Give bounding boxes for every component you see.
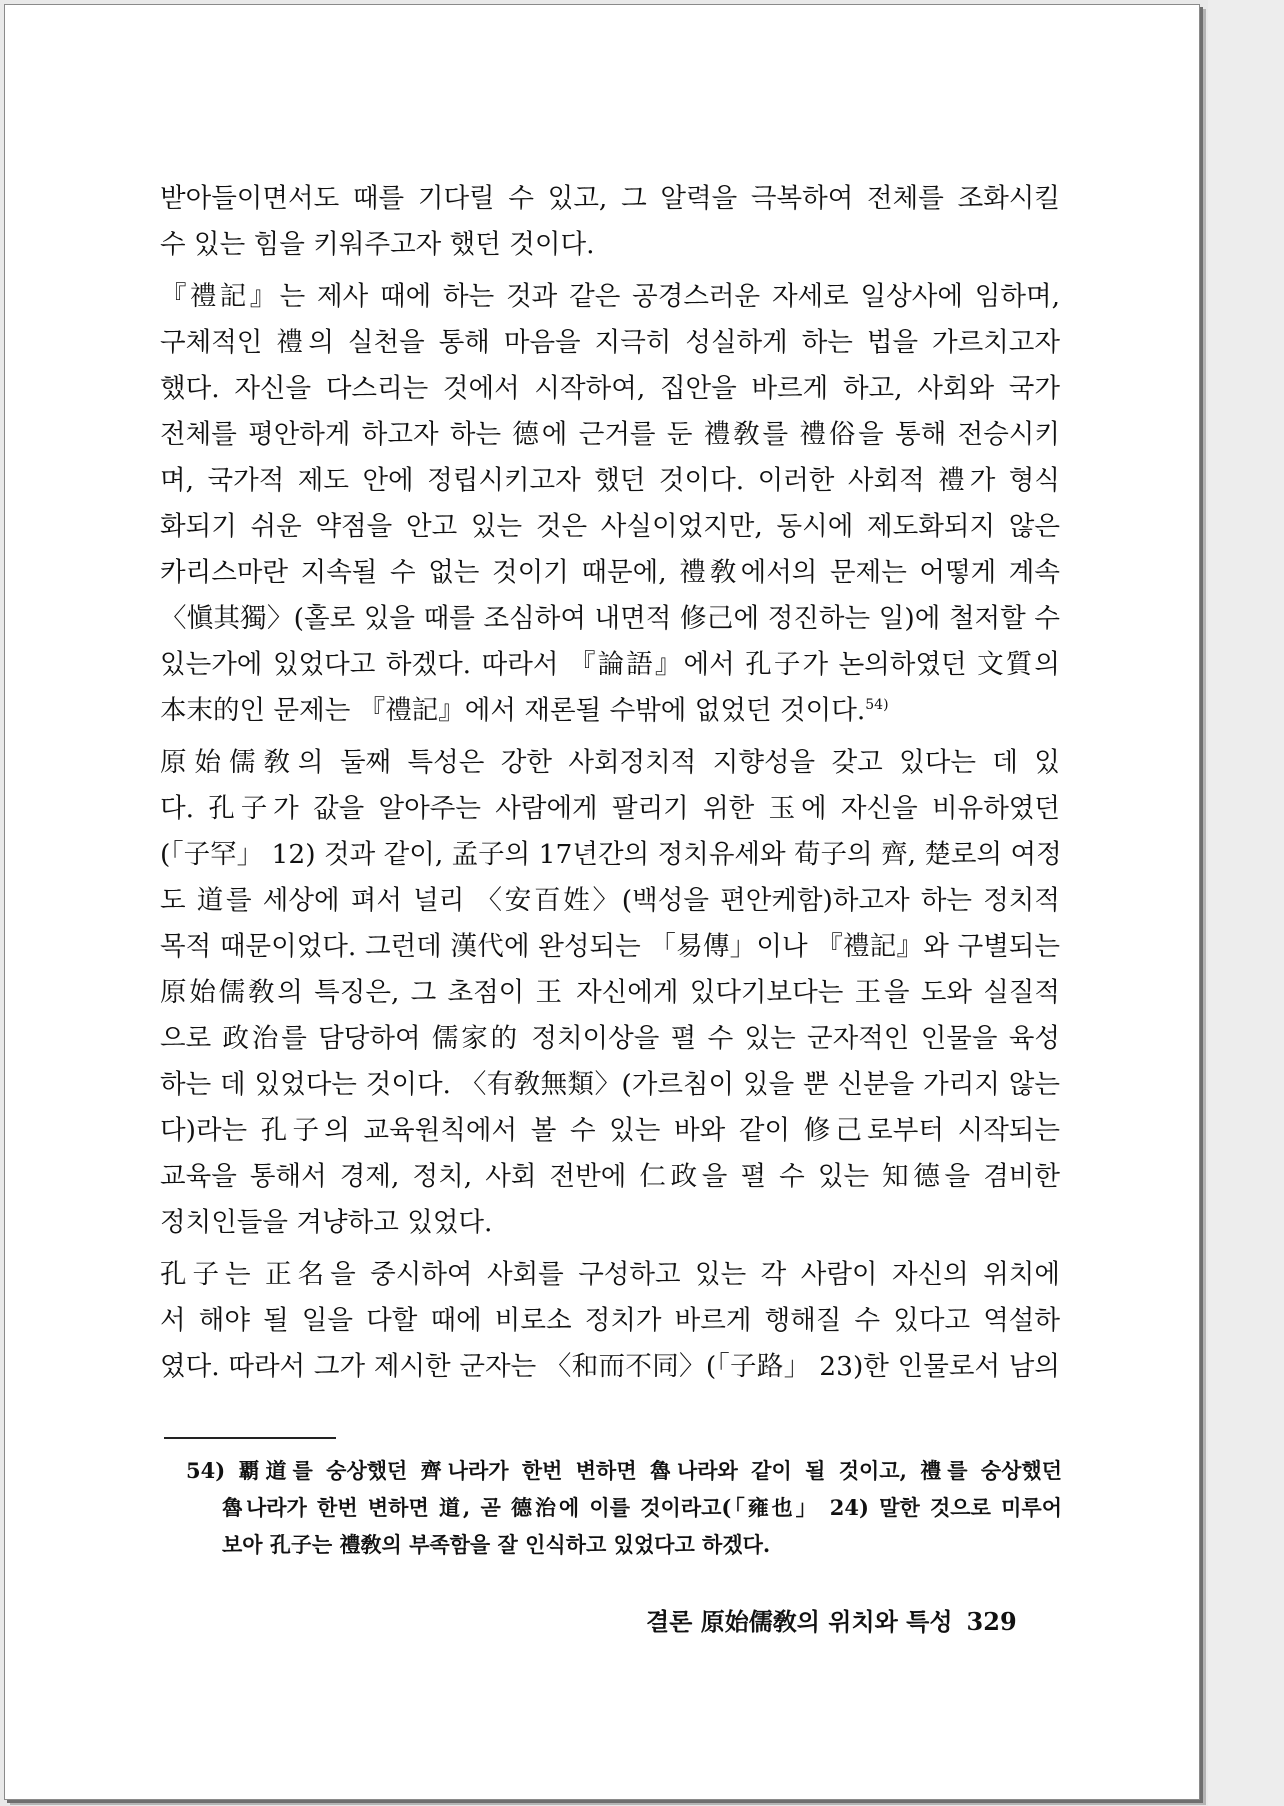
page-number: 329 <box>966 1607 1017 1636</box>
body-line: 서 해야 될 일을 다할 때에 비로소 정치가 바르게 행해질 수 있다고 역설하 <box>160 1305 1060 1336</box>
body-line: 다)라는 孔子의 교육원칙에서 볼 수 있는 바와 같이 修己로부터 시작되는 <box>160 1115 1060 1146</box>
body-line: 카리스마란 지속될 수 없는 것이기 때문에, 禮敎에서의 문제는 어떻게 계속 <box>160 557 1060 588</box>
body-line: 했다. 자신을 다스리는 것에서 시작하여, 집안을 바르게 하고, 사회와 국가 <box>160 373 1060 404</box>
running-footer <box>646 1602 1026 1637</box>
body-line: 전체를 평안하게 하고자 하는 德에 근거를 둔 禮敎를 禮俗을 통해 전승시키 <box>160 419 1060 450</box>
body-text <box>160 176 1060 1390</box>
body-line-with-footnote-ref <box>160 688 1060 734</box>
footnote-text: 覇道를 숭상했던 齊나라가 한번 변하면 魯나라와 같이 될 것이고, 禮를 숭상했던 <box>238 1458 1062 1483</box>
footnote-text: 魯나라가 한번 변하면 道, 곧 德治에 이를 것이라고(「雍也」 24) 말한 것으로 미루어 <box>222 1495 1062 1520</box>
body-line: 本末的인 문제는 『禮記』에서 재론될 수밖에 없었던 것이다. <box>160 695 866 726</box>
footnote-number: 54) <box>186 1458 226 1483</box>
body-line: 받아들이면서도 때를 기다릴 수 있고, 그 알력을 극복하여 전체를 조화시킬 <box>160 183 1060 214</box>
body-line: 구체적인 禮의 실천을 통해 마음을 지극히 성실하게 하는 법을 가르치고자 <box>160 327 1060 358</box>
body-line: 였다. 따라서 그가 제시한 군자는 〈和而不同〉(「子路」 23)한 인물로서 남의 <box>160 1351 1060 1382</box>
body-line: 으로 政治를 담당하여 儒家的 정치이상을 펼 수 있는 군자적인 인물을 육성 <box>160 1023 1060 1054</box>
body-line: 原始儒敎의 특징은, 그 초점이 王 자신에게 있다기보다는 王을 도와 실질적 <box>160 977 1060 1008</box>
body-line: 孔子는 正名을 중시하여 사회를 구성하고 있는 각 사람이 자신의 위치에 <box>160 1259 1060 1290</box>
body-line: (「子罕」 12) 것과 같이, 孟子의 17년간의 정치유세와 荀子의 齊, 楚로의 여정 <box>160 839 1062 870</box>
body-line: 하는 데 있었다는 것이다. 〈有敎無類〉(가르침이 있을 뿐 신분을 가리지 않는 <box>160 1069 1060 1100</box>
footnote-reference[interactable]: 54) <box>865 697 889 714</box>
body-line: 〈愼其獨〉(홀로 있을 때를 조심하여 내면적 修己에 정진하는 일)에 철저할 수 <box>160 603 1060 634</box>
body-line: 原始儒敎의 둘째 특성은 강한 사회정치적 지향성을 갖고 있다는 데 있 <box>160 747 1060 778</box>
body-line: 『禮記』는 제사 때에 하는 것과 같은 공경스러운 자세로 일상사에 임하며, <box>160 281 1060 312</box>
running-title: 결론 原始儒敎의 위치와 특성 <box>646 1607 953 1636</box>
body-line: 며, 국가적 제도 안에 정립시키고자 했던 것이다. 이러한 사회적 禮가 형식 <box>160 465 1060 496</box>
body-line: 정치인들을 겨냥하고 있었다. <box>160 1207 493 1238</box>
footnote-text: 보아 孔子는 禮敎의 부족함을 잘 인식하고 있었다고 하겠다. <box>222 1532 771 1557</box>
body-line: 수 있는 힘을 키워주고자 했던 것이다. <box>160 229 595 260</box>
body-line: 도 道를 세상에 펴서 널리 〈安百姓〉(백성을 편안케함)하고자 하는 정치적 <box>160 885 1060 916</box>
body-line: 다. 孔子가 값을 알아주는 사람에게 팔리기 위한 玉에 자신을 비유하였던 <box>160 793 1060 824</box>
footnote-block <box>186 1452 1062 1563</box>
body-line: 목적 때문이었다. 그런데 漢代에 완성되는 「易傳」이나 『禮記』와 구별되는 <box>160 931 1060 962</box>
viewer-gutter <box>1208 0 1284 1806</box>
footnote-first-line <box>186 1452 1062 1489</box>
body-line: 교육을 통해서 경제, 정치, 사회 전반에 仁政을 펼 수 있는 知德을 겸비한 <box>160 1161 1060 1192</box>
footnote-divider <box>164 1437 336 1439</box>
body-line: 있는가에 있었다고 하겠다. 따라서 『論語』에서 孔子가 논의하였던 文質의 <box>160 649 1060 680</box>
body-line: 화되기 쉬운 약점을 안고 있는 것은 사실이었지만, 동시에 제도화되지 않은 <box>160 511 1060 542</box>
